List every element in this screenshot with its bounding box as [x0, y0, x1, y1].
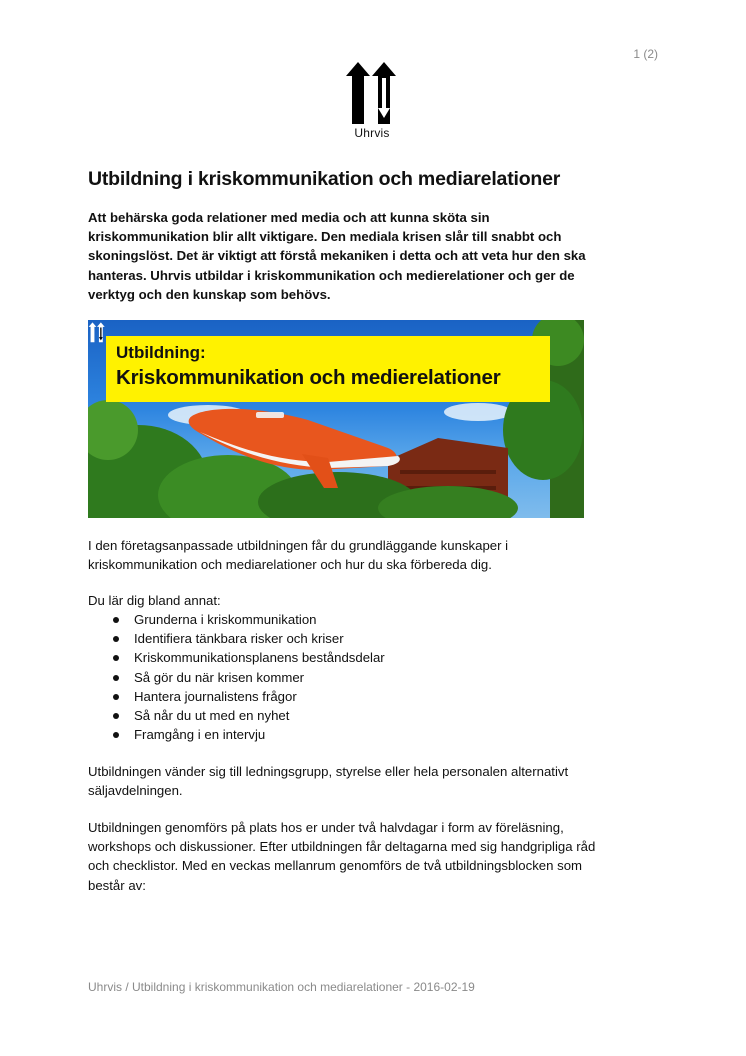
- lead-paragraph: Att behärska goda relationer med media och att kunna sköta sin kriskommunikation blir allt viktigare. Den mediala krisen slår till snabbt och skoningslöst. Det är viktigt att förstå mekaniken i detta och att veta hur den ska hanteras. Uhrvis utbildar i kriskommunikation och medierelationer och ger de verktyg och den kunskap som behövs.: [88, 210, 586, 302]
- list-item: Så når du ut med en nyhet: [88, 706, 385, 725]
- list-item: Så gör du när krisen kommer: [88, 668, 385, 687]
- logo-text: Uhrvis: [354, 126, 390, 140]
- list-item: Kriskommunikationsplanens beståndsdelar: [88, 648, 385, 667]
- banner-image: [88, 320, 584, 518]
- page-number: 1 (2): [633, 47, 658, 61]
- intro-paragraph: I den företagsanpassade utbildningen får du grundläggande kunskaper i kriskommunikation och mediarelationer och hur du ska förbereda dig.: [88, 538, 509, 573]
- banner-line-1: Utbildning:: [116, 343, 206, 362]
- banner-logo-icon: [88, 320, 106, 344]
- list-item: Framgång i en intervju: [88, 725, 385, 744]
- uhrvis-logo: [336, 58, 408, 142]
- document-title: Utbildning i kriskommunikation och mediarelationer: [88, 168, 561, 190]
- format-paragraph: Utbildningen genomförs på plats hos er under två halvdagar i form av föreläsning, workshops och diskussioner. Efter utbildningen får deltagarna med sig handgripliga råd och checklistor. Med en veckas mellanrum genomförs de två utbildningsblocken som består av:: [88, 820, 596, 893]
- list-item: Hantera journalistens frågor: [88, 687, 385, 706]
- banner-text-box: [106, 336, 550, 402]
- learning-list: [88, 610, 385, 744]
- audience-paragraph: Utbildningen vänder sig till ledningsgrupp, styrelse eller hela personalen alternativt säljavdelningen.: [88, 764, 569, 799]
- list-heading: Du lär dig bland annat:: [88, 593, 221, 608]
- list-item: Grunderna i kriskommunikation: [88, 610, 385, 629]
- list-item: Identifiera tänkbara risker och kriser: [88, 629, 385, 648]
- page-footer: Uhrvis / Utbildning i kriskommunikation och mediarelationer - 2016-02-19: [88, 980, 475, 994]
- banner-line-2: Kriskommunikation och medierelationer: [116, 366, 501, 389]
- up-down-arrows-icon: [344, 58, 400, 126]
